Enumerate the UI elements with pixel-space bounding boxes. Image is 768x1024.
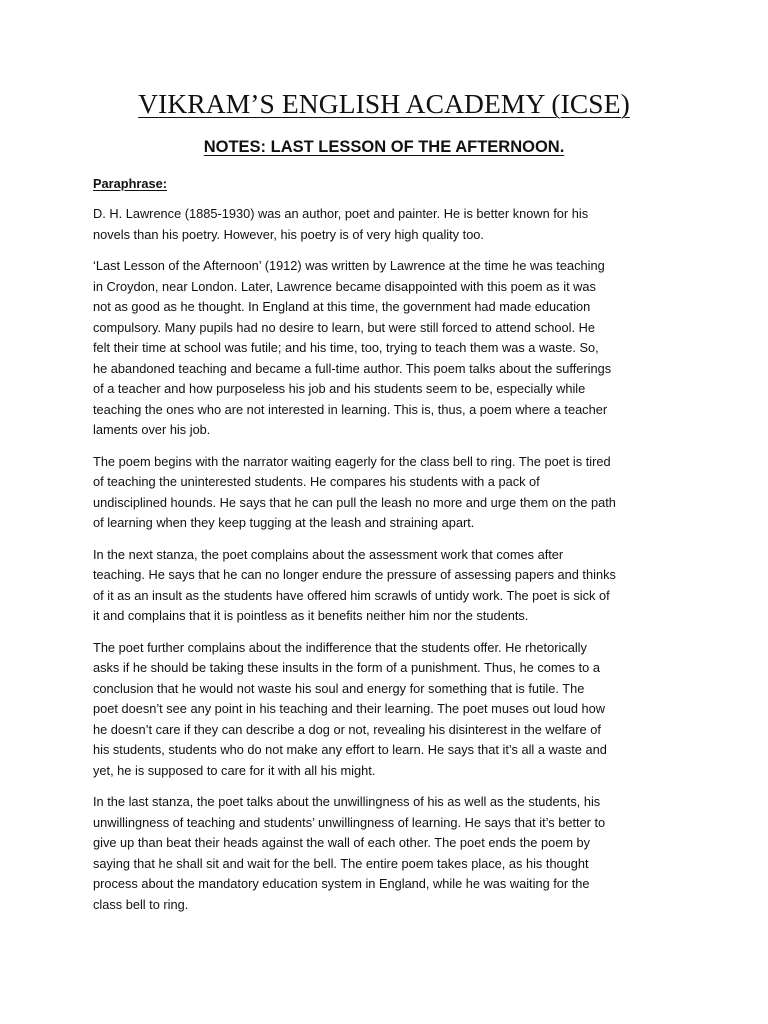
paragraph-stanza-three: The poet further complains about the indifference that the students offer. He rhetorically asks if he should be taking these insults in the form of a punishment. Thus, he comes to a conclusion that he would not waste his soul and energy for something that is futile. The poet doesn’t see any point in his teaching and their learning. The poet muses out loud how he doesn’t care if they can describe a dog or not, revealing his disinterest in the welfare of his students, students who do not make any effort to learn. He says that it’s all a waste and yet, he is supposed to care for it with all his might.: [93, 639, 607, 778]
section-label-paraphrase: Paraphrase:: [93, 176, 167, 191]
body-text: [93, 204, 683, 926]
paragraph-last-stanza: In the last stanza, the poet talks about the unwillingness of his as well as the students, his unwillingness of teaching and students’ unwillingness of learning. He says that it’s better to give up than beat their heads against the wall of each other. The poet ends the poem by saying that he shall sit and wait for the bell. The entire poem takes place, as his thought process about the mandatory education system in England, while he was waiting for the class bell to ring.: [93, 794, 606, 912]
paragraph-background: ‘Last Lesson of the Afternoon’ (1912) was written by Lawrence at the time he was teaching in Croydon, near London. Later, Lawrence became disappointed with this poem as it was not as good as he thought. In England at this time, the government had made education compulsory. Many pupils had no desire to learn, but were still forced to attend school. He felt their time at school was futile; and his time, too, trying to teach them was a waste. So, he abandoned teaching and became a full-time author. This poem talks about the sufferings of a teacher and how purposeless his job and his students seem to be, especially while teaching the ones who are not interested in learning. This is, thus, a poem where a teacher laments over his job.: [93, 258, 612, 437]
paragraph-intro: D. H. Lawrence (1885-1930) was an author, poet and painter. He is better known for his novels than his poetry. However, his poetry is of very high quality too.: [93, 206, 589, 242]
paragraph-stanza-two: In the next stanza, the poet complains about the assessment work that comes after teaching. He says that he can no longer endure the pressure of assessing papers and thinks of it as an insult as the students have offered him scrawls of untidy work. The poet is sick of it and complains that it is pointless as it benefits neither him nor the students.: [93, 546, 616, 623]
notes-heading: NOTES: LAST LESSON OF THE AFTERNOON.: [203, 138, 565, 156]
paragraph-stanza-one: The poem begins with the narrator waiting eagerly for the class bell to ring. The poet is tired of teaching the uninterested students. He compares his students with a pack of undisciplined hounds. He says that he can pull the leash no more and urge them on the path of learning when they keep tugging at the leash and straining apart.: [93, 453, 616, 530]
page-title: VIKRAM’S ENGLISH ACADEMY (ICSE): [138, 88, 630, 119]
